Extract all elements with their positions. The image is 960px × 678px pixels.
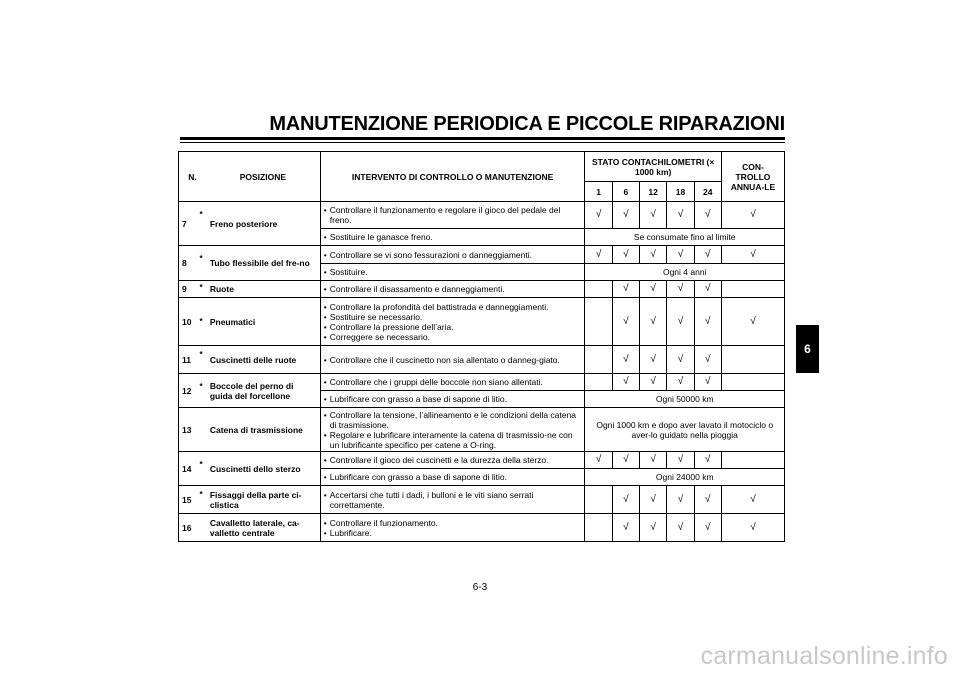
row-number: 11: [179, 346, 200, 374]
list-item: • Accertarsi che tutti i dadi, i bulloni e le viti siano serrati correttamente.: [324, 490, 582, 510]
row-intervention: [320, 202, 585, 229]
check-mark: √: [694, 346, 721, 374]
row-number: 13: [179, 408, 200, 452]
interval-text: Ogni 50000 km: [585, 391, 785, 408]
header-n-position: [179, 152, 321, 202]
check-mark: √: [694, 202, 721, 229]
list-item: • Controllare la pressione dell’aria.: [324, 322, 582, 332]
list-item: • Correggere se necessario.: [324, 332, 582, 342]
check-mark: √: [612, 452, 639, 469]
row-intervention: [320, 391, 585, 408]
table-row: [179, 514, 785, 542]
check-mark: √: [640, 452, 667, 469]
row-intervention: [320, 246, 585, 264]
table-row: [179, 246, 785, 264]
row-star: *: [200, 298, 207, 346]
list-item: • Controllare che i gruppi delle boccole non siano allentati.: [324, 377, 582, 387]
row-star: [200, 514, 207, 542]
check-mark: √: [694, 514, 721, 542]
page-number: 6-3: [472, 582, 488, 593]
check-mark: √: [612, 246, 639, 264]
maintenance-table: [178, 151, 785, 542]
header-intervention: INTERVENTO DI CONTROLLO O MANUTENZIONE: [320, 152, 585, 202]
check-mark: √: [612, 514, 639, 542]
list-item: • Controllare se vi sono fessurazioni o danneggiamenti.: [324, 250, 582, 260]
list-item: • Lubrificare.: [324, 528, 582, 538]
table-row: [179, 281, 785, 298]
interval-text: Ogni 24000 km: [585, 469, 785, 486]
row-intervention: [320, 374, 585, 391]
list-item: • Sostituire le ganasce freno.: [324, 232, 582, 242]
check-mark: √: [694, 281, 721, 298]
row-intervention: [320, 452, 585, 469]
header-km-18: 18: [667, 182, 694, 202]
check-mark: √: [612, 374, 639, 391]
row-star: [200, 408, 207, 452]
list-item: • Controllare la profondità del battistrada e danneggiamenti.: [324, 302, 582, 312]
row-position: Pneumatici: [207, 298, 320, 346]
list-item: • Controllare il disassamento e danneggiamenti.: [324, 284, 582, 294]
row-number: 7: [179, 202, 200, 246]
check-mark: √: [667, 246, 694, 264]
check-mark: √: [612, 346, 639, 374]
row-position: Tubo flessibile del fre-no: [207, 246, 320, 281]
check-mark: √: [667, 346, 694, 374]
row-star: *: [200, 374, 207, 408]
check-mark: √: [640, 346, 667, 374]
list-item: • Controllare il gioco dei cuscinetti e la durezza della sterzo.: [324, 455, 582, 465]
row-intervention: [320, 264, 585, 281]
row-number: 9: [179, 281, 200, 298]
check-mark: √: [640, 246, 667, 264]
list-item: • Lubrificare con grasso a base di sapone di litio.: [324, 394, 582, 404]
check-mark: √: [612, 298, 639, 346]
row-position: Fissaggi della parte ci-clistica: [207, 486, 320, 514]
row-position: Ruote: [207, 281, 320, 298]
header-km-24: 24: [694, 182, 721, 202]
chapter-tab: 6: [796, 325, 819, 373]
check-mark: √: [721, 246, 784, 264]
list-item: • Lubrificare con grasso a base di sapone di litio.: [324, 472, 582, 482]
check-mark: √: [667, 202, 694, 229]
title-rule-thick: [180, 137, 785, 140]
row-intervention: [320, 229, 585, 246]
check-mark: √: [667, 298, 694, 346]
row-intervention: [320, 281, 585, 298]
check-mark: √: [612, 202, 639, 229]
row-position: Boccole del perno di guida del forcellone: [207, 374, 320, 408]
interval-text: Ogni 1000 km e dopo aver lavato il motociclo o aver-lo guidato nella pioggia: [585, 408, 785, 452]
check-mark: √: [640, 486, 667, 514]
row-position: Cuscinetti dello sterzo: [207, 452, 320, 486]
header-km-6: 6: [612, 182, 639, 202]
check-mark: √: [612, 281, 639, 298]
watermark: carmanualsonline.info: [700, 642, 948, 670]
check-mark: √: [667, 514, 694, 542]
row-star: *: [200, 281, 207, 298]
check-mark: √: [694, 486, 721, 514]
row-number: 14: [179, 452, 200, 486]
table-row: [179, 202, 785, 229]
check-mark: √: [721, 514, 784, 542]
check-mark: √: [640, 281, 667, 298]
row-position: Cuscinetti delle ruote: [207, 346, 320, 374]
check-mark: √: [585, 246, 612, 264]
table-row: [179, 486, 785, 514]
title-rule-thin: [180, 142, 785, 143]
interval-text: Se consumate fino al limite: [585, 229, 785, 246]
row-number: 15: [179, 486, 200, 514]
table-row: [179, 374, 785, 391]
row-star: *: [200, 346, 207, 374]
row-position: Cavalletto laterale, ca-valletto centrale: [207, 514, 320, 542]
list-item: • Regolare e lubrificare interamente la catena di trasmissio-ne con un lubrificante specifico per catene a O-ring.: [324, 430, 582, 450]
check-mark: √: [694, 298, 721, 346]
check-mark: √: [640, 514, 667, 542]
check-mark: √: [694, 452, 721, 469]
row-position: Catena di trasmissione: [207, 408, 320, 452]
check-mark: √: [694, 374, 721, 391]
list-item: • Controllare il funzionamento e regolare il gioco del pedale del freno.: [324, 205, 582, 225]
interval-text: Ogni 4 anni: [585, 264, 785, 281]
header-position: POSIZIONE: [239, 171, 287, 182]
row-star: *: [200, 452, 207, 486]
list-item: • Controllare la tensione, l’allineamento e le condizioni della catena di trasmissione.: [324, 410, 582, 430]
check-mark: √: [721, 486, 784, 514]
table-row: [179, 408, 785, 452]
check-mark: √: [667, 486, 694, 514]
check-mark: √: [585, 202, 612, 229]
list-item: • Controllare che il cuscinetto non sia allentato o danneg-giato.: [324, 355, 582, 365]
list-item: • Controllare il funzionamento.: [324, 518, 582, 528]
check-mark: √: [585, 452, 612, 469]
row-number: 12: [179, 374, 200, 408]
header-odometer: STATO CONTACHILOMETRI (× 1000 km): [585, 152, 722, 182]
row-intervention: [320, 346, 585, 374]
check-mark: √: [667, 281, 694, 298]
list-item: • Sostituire se necessario.: [324, 312, 582, 322]
check-mark: √: [640, 374, 667, 391]
check-mark: √: [640, 298, 667, 346]
check-mark: √: [640, 202, 667, 229]
row-star: *: [200, 246, 207, 281]
row-intervention: [320, 514, 585, 542]
table-row: [179, 452, 785, 469]
check-mark: √: [667, 452, 694, 469]
row-number: 8: [179, 246, 200, 281]
header-annual-check: CON-TROLLO ANNUA-LE: [721, 152, 784, 202]
row-position: Freno posteriore: [207, 202, 320, 246]
list-item: • Sostituire.: [324, 267, 582, 277]
check-mark: √: [667, 374, 694, 391]
table-row: [179, 346, 785, 374]
check-mark: √: [612, 486, 639, 514]
check-mark: √: [694, 246, 721, 264]
header-km-1: 1: [585, 182, 612, 202]
header-n: N.: [188, 171, 197, 182]
row-number: 10: [179, 298, 200, 346]
row-intervention: [320, 298, 585, 346]
check-mark: √: [721, 298, 784, 346]
page-title: MANUTENZIONE PERIODICA E PICCOLE RIPARAZIONI: [269, 113, 785, 135]
row-intervention: [320, 469, 585, 486]
row-star: *: [200, 202, 207, 246]
row-intervention: [320, 408, 585, 452]
header-km-12: 12: [640, 182, 667, 202]
check-mark: √: [721, 202, 784, 229]
row-intervention: [320, 486, 585, 514]
row-number: 16: [179, 514, 200, 542]
row-star: *: [200, 486, 207, 514]
table-row: [179, 298, 785, 346]
